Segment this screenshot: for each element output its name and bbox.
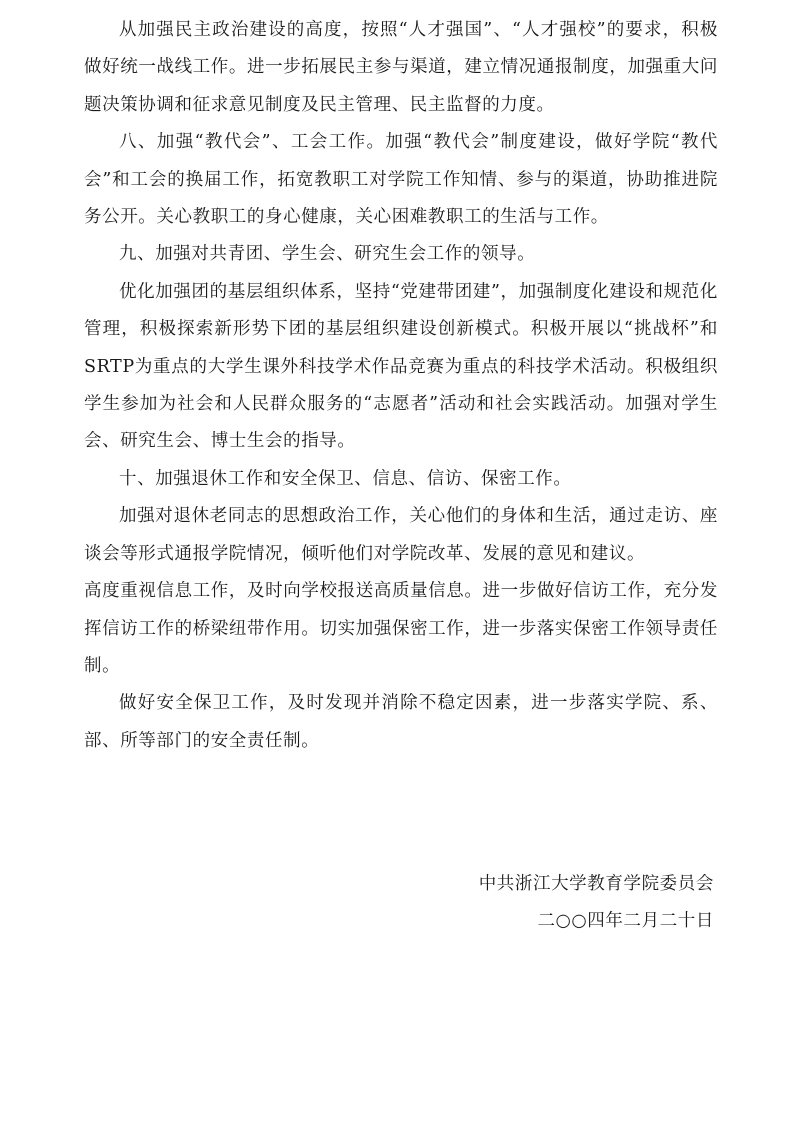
paragraph-retirees: 加强对退休老同志的思想政治工作，关心他们的身体和生活，通过走访、座谈会等形式通报学院情况，倾听他们对学院改革、发展的意见和建议。 (84, 506, 718, 564)
paragraph-section-8: 八、加强“教代会”、工会工作。加强“教代会”制度建设，做好学院“教代会”和工会的换届工作，拓宽教职工对学院工作知情、参与的渠道，协助推进院务公开。关心教职工的身心健康，关心困难教职工的生活与工作。 (84, 132, 718, 228)
paragraph-information: 高度重视信息工作，及时向学校报送高质量信息。进一步做好信访工作，充分发挥信访工作的桥梁纽带作用。切实加强保密工作，进一步落实保密工作领导责任制。 (84, 581, 718, 676)
paragraph-security: 做好安全保卫工作，及时发现并消除不稳定因素，进一步落实学院、系、部、所等部门的安全责任制。 (84, 693, 718, 751)
paragraph-section-9-heading: 九、加强对共青团、学生会、研究生会工作的领导。 (119, 244, 536, 265)
signature-organization: 中共浙江大学教育学院委员会 (478, 874, 714, 894)
paragraph-united-front: 从加强民主政治建设的高度，按照“人才强国”、“人才强校”的要求，积极做好统一战线工作。进一步拓展民主参与渠道，建立情况通报制度，加强重大问题决策协调和征求意见制度及民主管理、民主监督的力度。 (84, 20, 718, 115)
document-body (84, 12, 718, 760)
paragraph-section-10-heading: 十、加强退休工作和安全保卫、信息、信访、保密工作。 (119, 468, 572, 489)
signature-date: 二○○四年二月二十日 (537, 911, 714, 931)
paragraph-section-9-body: 优化加强团的基层组织体系，坚持“党建带团建”，加强制度化建设和规范化管理，积极探索新形势下团的基层组织建设创新模式。积极开展以“挑战杯”和SRTP为重点的大学生课外科技学术作品竞赛为重点的科技学术活动。积极组织学生参加为社会和人民群众服务的“志愿者”活动和社会实践活动。加强对学生会、研究生会、博士生会的指导。 (84, 281, 718, 452)
